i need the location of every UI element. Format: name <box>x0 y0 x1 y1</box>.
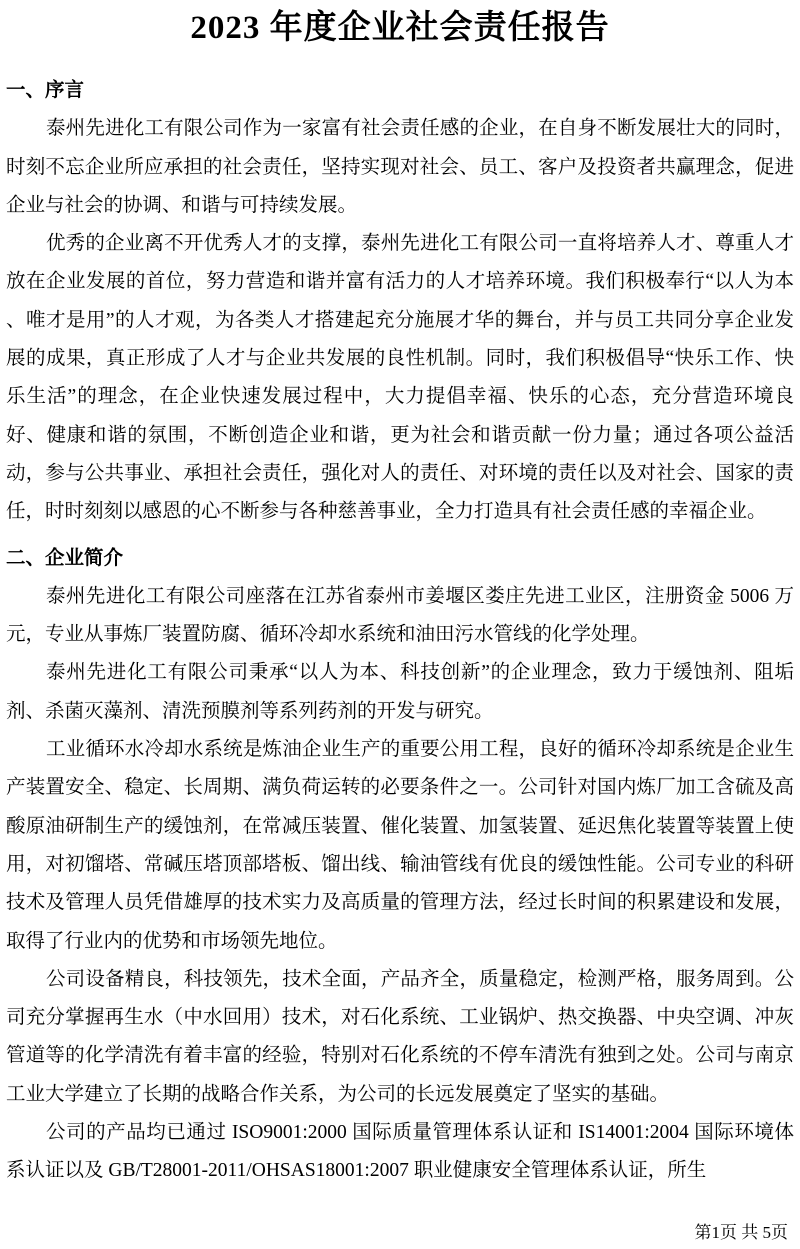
section-heading-preface: 一、序言 <box>6 80 85 101</box>
document-title: 2023 年度企业社会责任报告 <box>190 10 610 46</box>
paragraph-profile-3: 工业循环水冷却水系统是炼油企业生产的重要公用工程，良好的循环冷却系统是企业生产装置安全、稳定、长周期、满负荷运转的必要条件之一。公司针对国内炼厂加工含硫及高酸原油研制生产的缓蚀剂，在常减压装置、催化装置、加氢装置、延迟焦化装置等装置上使用，对初馏塔、常碱压塔顶部塔板、馏出线、输油管线有优良的缓蚀性能。公司专业的科研技术及管理人员凭借雄厚的技术实力及高质量的管理方法，经过长时间的积累建设和发展，取得了行业内的优势和市场领先地位。 <box>6 739 794 952</box>
section-preface <box>6 72 794 532</box>
section-heading-company-profile: 二、企业简介 <box>6 547 124 569</box>
page-number: 第1页 共 5页 <box>694 1223 788 1242</box>
paragraph-preface-1: 泰州先进化工有限公司作为一家富有社会责任感的企业，在自身不断发展壮大的同时，时刻不忘企业所应承担的社会责任，坚持实现对社会、员工、客户及投资者共赢理念，促进企业与社会的协调、和谐与可持续发展。 <box>6 118 794 216</box>
paragraph-profile-4: 公司设备精良，科技领先，技术全面，产品齐全，质量稳定，检测严格，服务周到。公司充分掌握再生水（中水回用）技术，对石化系统、工业锅炉、热交换器、中央空调、冲灰管道等的化学清洗有着丰富的经验，特别对石化系统的不停车清洗有独到之处。公司与南京工业大学建立了长期的战略合作关系，为公司的长远发展奠定了坚实的基础。 <box>6 968 794 1105</box>
paragraph-profile-1: 泰州先进化工有限公司座落在江苏省泰州市姜堰区娄庄先进工业区，注册资金 5006 万元，专业从事炼厂装置防腐、循环冷却水系统和油田污水管线的化学处理。 <box>6 585 794 646</box>
paragraph-preface-2: 优秀的企业离不开优秀人才的支撑，泰州先进化工有限公司一直将培养人才、尊重人才放在企业发展的首位，努力营造和谐并富有活力的人才培养环境。我们积极奉行“以人为本 、唯才是用”的人才观，为各类人才搭建起充分施展才华的舞台，并与员工共同分享企业发展的成果，真正形成了人才与企业共发展的良性机制。同时，我们积极倡导“快乐工作、快乐生活”的理念，在企业快速发展过程中，大力提倡幸福、快乐的心态，充分营造环境良好、健康和谐的氛围，不断创造企业和谐，更为社会和谐贡献一份力量；通过各项公益活动，参与公共事业、承担社会责任，强化对人的责任、对环境的责任以及对社会、国家的责任，时时刻刻以感恩的心不断参与各种慈善事业，全力打造具有社会责任感的幸福企业。 <box>6 233 794 523</box>
paragraph-profile-2: 泰州先进化工有限公司秉承“以人为本、科技创新”的企业理念，致力于缓蚀剂、阻垢剂、杀菌灭藻剂、清洗预膜剂等系列药剂的开发与研究。 <box>6 662 794 722</box>
section-company-profile <box>6 540 794 1191</box>
paragraph-profile-5: 公司的产品均已通过 ISO9001:2000 国际质量管理体系认证和 IS14001:2004 国际环境体系认证以及 GB/T28001-2011/OHSAS18001:2007 职业健康安全管理体系认证，所生 <box>6 1122 794 1182</box>
